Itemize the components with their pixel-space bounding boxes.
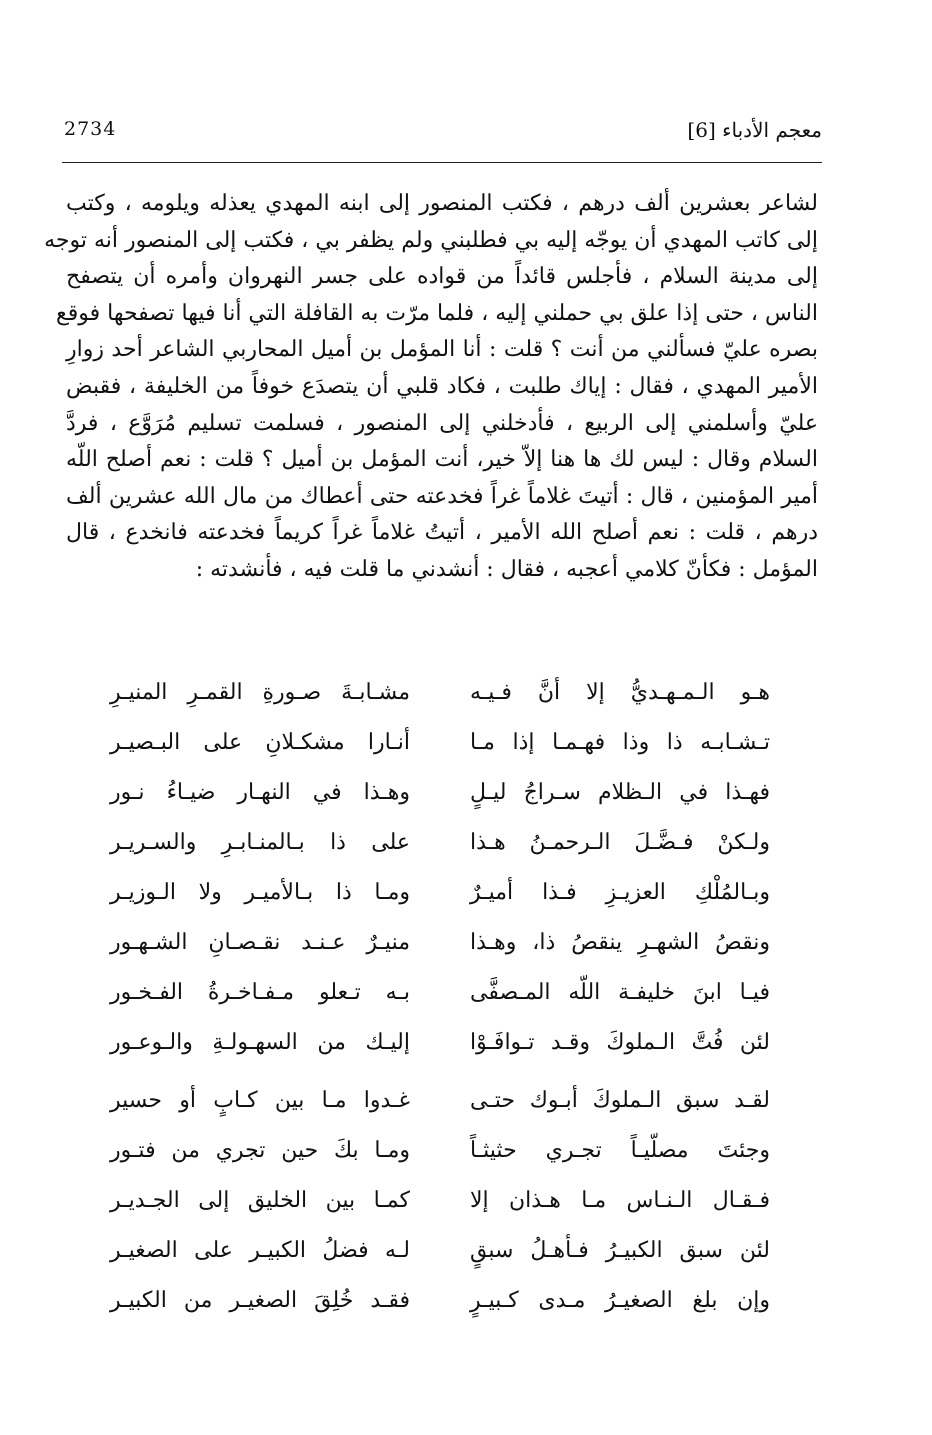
- verse-second-hemistich: بـه تـعلو مـفـاخـرةُ الفـخـور: [110, 980, 410, 1005]
- prose-line: درهم ، قلت : نعم أصلح الله الأمير ، أتيتُ غلاماً غراً كريماً فخدعته فانخدع ، قال: [66, 520, 818, 546]
- poem-verse: [110, 1238, 770, 1288]
- poem-verse: [110, 1088, 770, 1138]
- poem-verse: [110, 1188, 770, 1238]
- prose-line: إلى مدينة السلام ، فأجلس قائداً من قواده على جسر النهروان وأمره أن يتصفح: [66, 264, 818, 290]
- poem-verse: [110, 980, 770, 1030]
- verse-first-hemistich: ونقصُ الشهـرِ ينقصُ ذا، وهـذا: [470, 930, 770, 955]
- verse-second-hemistich: منيـرٌ عـنـد نقـصـانِ الشـهـور: [110, 930, 410, 955]
- prose-line: الأمير المهدي ، فقال : إياك طلبت ، فكاد قلبي أن يتصدَع خوفاً من الخليفة ، فقبض: [66, 373, 818, 399]
- prose-line: عليّ وأسلمني إلى الربيع ، فأدخلني إلى المنصور ، فسلمت تسليم مُرَوَّع ، فردَّ: [66, 410, 818, 436]
- verse-first-hemistich: ولـكنْ فـضَّـلَ الـرحمـنُ هـذا: [470, 830, 770, 855]
- verse-first-hemistich: وجئتَ مصلّيـاً تجـري حثيثـاً: [470, 1138, 770, 1163]
- verse-first-hemistich: لئن فُتَّ الـملوكَ وقـد تـوافَـوْا: [470, 1030, 770, 1055]
- prose-line: السلام وقال : ليس لك ها هنا إلاّ خير، أنت المؤمل بن أميل ؟ قلت : نعم أصلح اللّه: [66, 447, 818, 473]
- verse-second-hemistich: على ذا بـالمنـابـرِ والسـريـر: [110, 830, 410, 855]
- page-number: 2734: [64, 118, 117, 140]
- verse-second-hemistich: ومـا بكَ حين تجري من فتـور: [110, 1138, 410, 1163]
- prose-line: الناس ، حتى إذا علق بي حملني إليه ، فلما مرّت به القافلة التي أنا فيها تصفحها فوقع: [56, 300, 818, 326]
- prose-line: لشاعر بعشرين ألف درهم ، فكتب المنصور إلى ابنه المهدي يعذله ويلومه ، وكتب: [66, 191, 818, 216]
- verse-first-hemistich: فيـا ابنَ خليفـة اللّه المـصفَّى: [470, 980, 770, 1005]
- poem-verse: [110, 1138, 770, 1188]
- verse-first-hemistich: لئن سبق الكبيـرُ فـأهـلُ سبقٍ: [470, 1238, 770, 1263]
- prose-line: بصره عليّ فسألني من أنت ؟ قلت : أنا المؤمل بن أميل المحاربي الشاعر أحد زوارِ: [66, 337, 818, 363]
- verse-first-hemistich: هـو الـمـهـديُّ إلا أنَّ فـيـه: [470, 680, 770, 705]
- verse-second-hemistich: أنـارا مشكـلانِ على البـصيـر: [110, 730, 410, 755]
- running-title: معجم الأدباء [6]: [687, 118, 822, 142]
- verse-second-hemistich: كمـا بين الخليق إلى الجـديـر: [110, 1188, 410, 1213]
- verse-first-hemistich: وإن بلغ الصغيـرُ مـدى كـبيـرٍ: [470, 1288, 770, 1313]
- poem-verse: [110, 730, 770, 780]
- verse-second-hemistich: فقـد خُلِقَ الصغيـر من الكبيـر: [110, 1288, 410, 1313]
- poem-verse: [110, 930, 770, 980]
- poem: [110, 680, 770, 1338]
- verse-first-hemistich: تـشـابـه ذا وذا فهـمـا إذا مـا: [470, 730, 770, 755]
- prose-paragraph: [44, 186, 818, 589]
- prose-line: إلى كاتب المهدي أن يوجّه إليه بي فطلبني ولم يظفر بي ، فكتب إلى المنصور أنه توجه: [44, 227, 818, 253]
- verse-first-hemistich: فهـذا في الـظلام سـراجُ ليـلٍ: [470, 780, 770, 805]
- verse-second-hemistich: لـه فضلُ الكبيـر على الصغيـر: [110, 1238, 410, 1263]
- verse-first-hemistich: وبـالمُلْكِ العزيـزِ فـذا أميـرٌ: [470, 880, 770, 905]
- header-divider: [62, 162, 822, 163]
- verse-second-hemistich: مشـابـةَ صـورةِ القمـرِ المنيـرِ: [110, 680, 410, 705]
- prose-line: المؤمل : فكأنّ كلامي أعجبه ، فقال : أنشدني ما قلت فيه ، فأنشدته :: [195, 556, 818, 582]
- poem-verse: [110, 780, 770, 830]
- prose-line: أمير المؤمنين ، قال : أتيتَ غلاماً غراً فخدعته حتى أعطاك من مال الله عشرين ألف: [66, 483, 818, 509]
- verse-second-hemistich: إليـك من السهـولـةِ والـوعـور: [110, 1030, 410, 1055]
- verse-second-hemistich: وهـذا في النهـار ضيـاءُ نـور: [110, 780, 410, 805]
- verse-second-hemistich: غـدوا مـا بين كـابٍ أو حسير: [110, 1088, 410, 1113]
- poem-verse: [110, 680, 770, 730]
- poem-verse: [110, 880, 770, 930]
- page-header: [64, 118, 822, 158]
- verse-second-hemistich: ومـا ذا بـالأميـر ولا الـوزيـر: [110, 880, 410, 905]
- verse-first-hemistich: لقـد سبق الـملوكَ أبـوك حتـى: [470, 1088, 770, 1113]
- poem-verse: [110, 1030, 770, 1080]
- poem-verse: [110, 830, 770, 880]
- poem-verse: [110, 1288, 770, 1338]
- verse-first-hemistich: فـقـال الـنـاس مـا هـذان إلا: [470, 1188, 770, 1213]
